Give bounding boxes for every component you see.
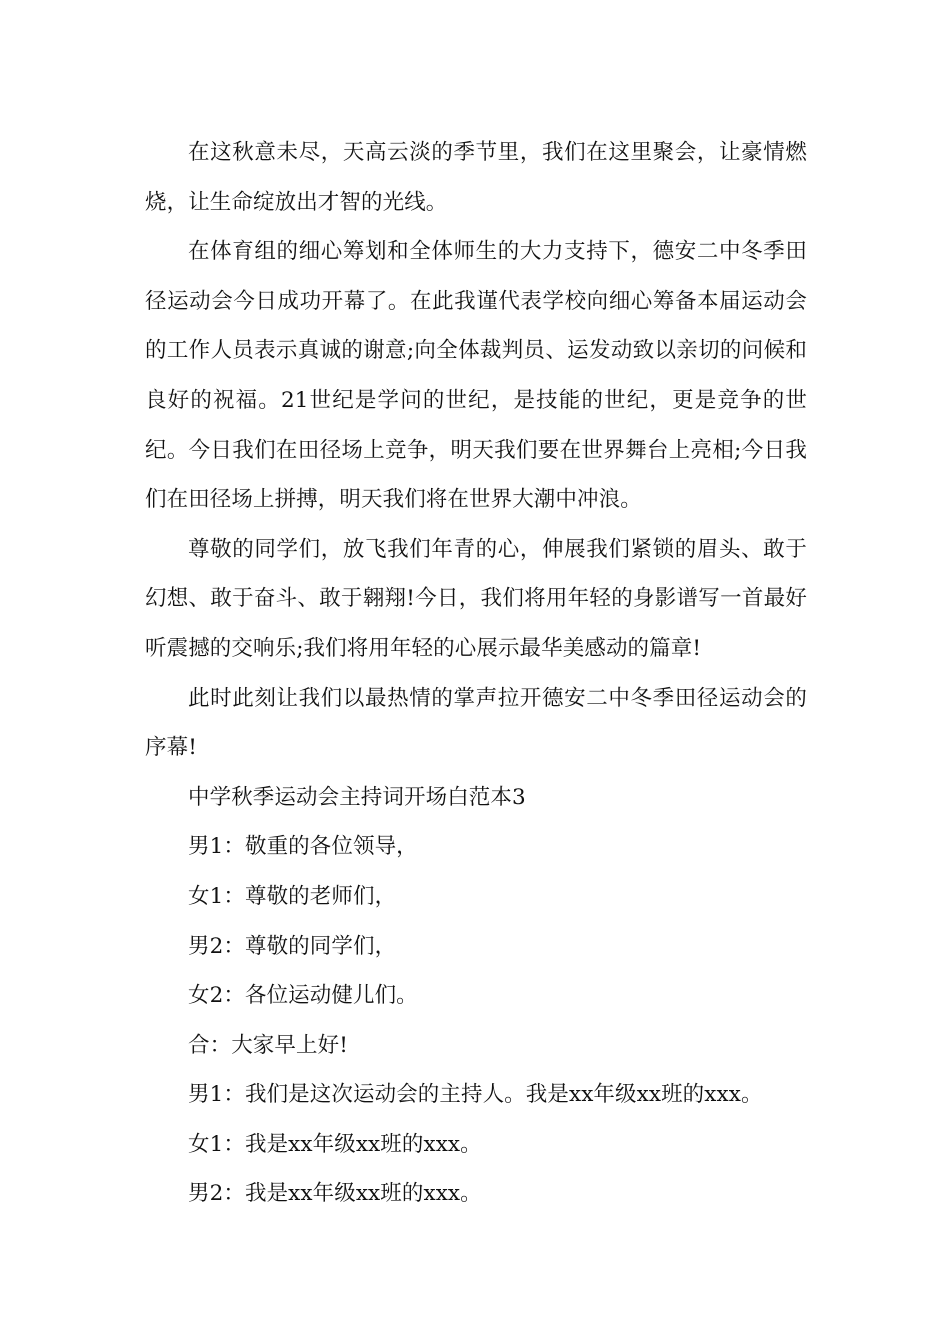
document-body xyxy=(145,128,807,1219)
section-title: 中学秋季运动会主持词开场白范本3 xyxy=(188,784,526,810)
dialogue-line: 女1：尊敬的老师们， xyxy=(188,883,397,909)
paragraph-encouragement: 尊敬的同学们，放飞我们年青的心，伸展我们紧锁的眉头、敢于幻想、敢于奋斗、敢于翱翔!今日，我们将用年轻的身影谱写一首最好听震撼的交响乐;我们将用年轻的心展示最华美感动的篇章! xyxy=(145,536,807,661)
dialogue-line: 合：大家早上好! xyxy=(188,1032,348,1058)
dialogue-line: 男1：敬重的各位领导， xyxy=(188,834,418,860)
dialogue-line: 男2：我是xx年级xx班的xxx。 xyxy=(188,1181,482,1207)
dialogue-line: 女2：各位运动健儿们。 xyxy=(188,983,418,1009)
paragraph-opening: 在这秋意未尽，天高云淡的季节里，我们在这里聚会，让豪情燃烧，让生命绽放出才智的光线。 xyxy=(145,140,807,215)
paragraph-closing: 此时此刻让我们以最热情的掌声拉开德安二中冬季田径运动会的序幕! xyxy=(145,685,807,761)
dialogue-line: 女1：我是xx年级xx班的xxx。 xyxy=(188,1131,482,1157)
dialogue-line: 男2：尊敬的同学们， xyxy=(188,933,397,959)
dialogue-line: 男1：我们是这次运动会的主持人。我是xx年级xx班的xxx。 xyxy=(188,1082,763,1108)
paragraph-thanks: 在体育组的细心筹划和全体师生的大力支持下，德安二中冬季田径运动会今日成功开幕了。在此我谨代表学校向细心筹备本届运动会的工作人员表示真诚的谢意;向全体裁判员、运发动致以亲切的问候和良好的祝福。21世纪是学问的世纪，是技能的世纪，更是竞争的世纪。今日我们在田径场上竞争，明天我们要在世界舞台上亮相;今日我们在田径场上拼搏，明天我们将在世界大潮中冲浪。 xyxy=(145,239,807,513)
